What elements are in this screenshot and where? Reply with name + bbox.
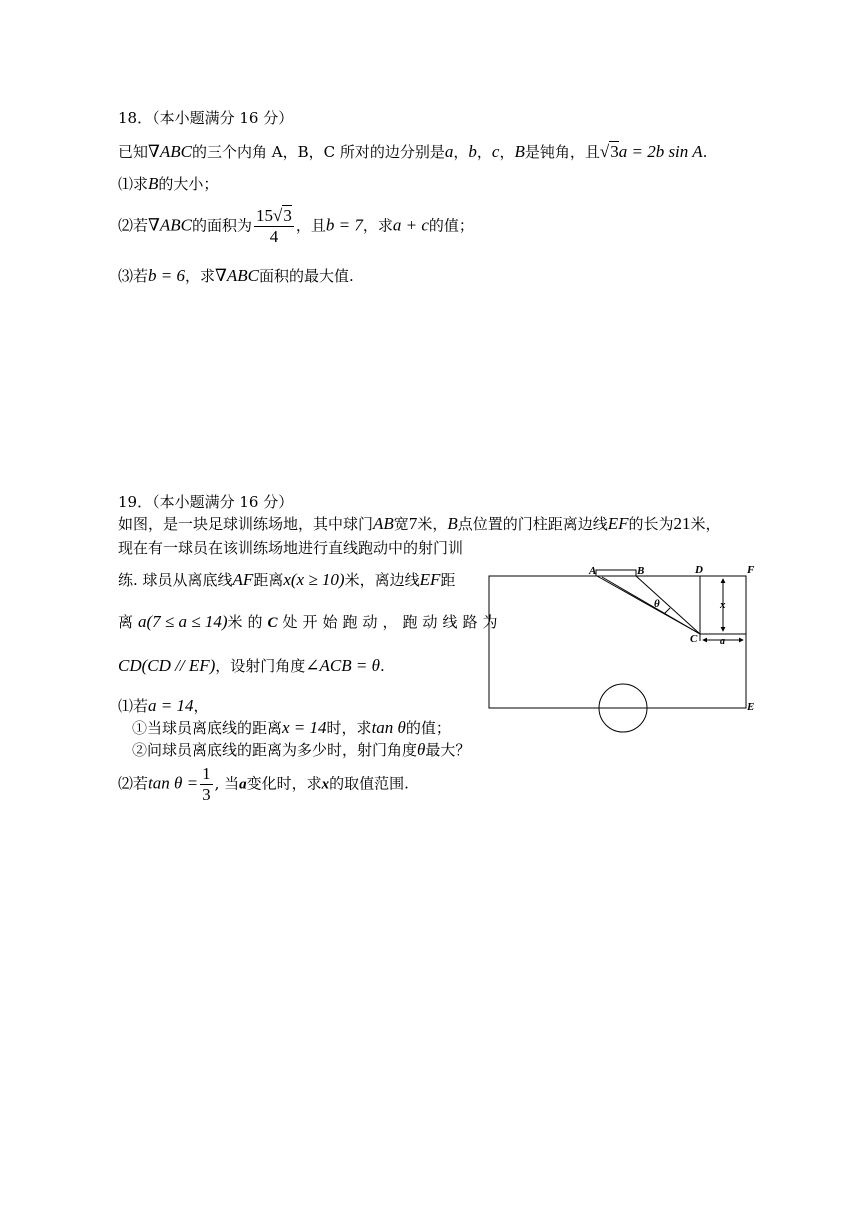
label-e: E (747, 701, 755, 713)
label-theta: θ (654, 598, 660, 610)
soccer-field-figure (484, 562, 764, 738)
triangle-abc: ∇ABC (148, 215, 192, 235)
angle-arc (664, 608, 670, 614)
field-boundary (489, 576, 746, 708)
line-c-a-2 (602, 577, 700, 634)
label-d: D (695, 564, 703, 576)
q18-part1: ⑴求B的大小； (118, 174, 219, 193)
label-f: F (747, 564, 755, 576)
tan-fraction: $\frac{1}{3}$ (202, 764, 211, 804)
q19-line2: 现在有一球员在该训练场地进行直线跑动中的射门训 (118, 539, 464, 557)
sqrt-symbol: √ (599, 142, 610, 161)
q19-part2: ⑵若tan θ = $\frac{1}{3}$ , 当a变化时，求x的取值范围. (118, 764, 409, 804)
q19-part1-sub2: ②问球员离底线的距离为多少时，射门角度θ最大？ (132, 740, 471, 759)
q18-part3: ⑶若b = 6，求∇ABC面积的最大值. (118, 266, 354, 285)
q19-line5: CD(CD // EF)，设射门角度∠ACB = θ. (118, 656, 385, 675)
q19-line3: 练. 球员从离底线AF距离x(x ≥ 10)米，离边线EF距 (118, 570, 456, 589)
q19-line4: 离a(7 ≤ a ≤ 14)米的C处开始跑动，跑动线路为 (118, 612, 503, 631)
q18-intro: 已知∇ABC的三个内角 A，B，C 所对的边分别是a，b，c，B是钝角，且√3a = 2b sin A. (118, 142, 708, 161)
goal-ab (596, 570, 636, 576)
area-fraction: $\frac{15√3}{4}$ (256, 206, 292, 246)
triangle-abc: ∇ABC (148, 142, 192, 161)
q18-header: 18．（本小题满分 16 分） (118, 109, 294, 127)
label-c: C (690, 633, 698, 645)
q19-line1: 如图，是一块足球训练场地，其中球门AB宽7米，B点位置的门柱距离边线EF的长为21米， (118, 514, 721, 533)
label-b: B (637, 565, 645, 577)
q19-part1-sub1: ①当球员离底线的距离x = 14时，求tan θ的值； (132, 718, 451, 737)
line-c-b (636, 576, 700, 634)
q19-header: 19．（本小题满分 16 分） (118, 493, 294, 511)
label-a: A (589, 565, 597, 577)
q18-part2: ⑵若∇ABC的面积为 $\frac{15√3}{4}$ ，且b = 7，求a + c的值； (118, 206, 474, 246)
label-a-dim: a (720, 636, 725, 647)
q19-part1: ⑴若a = 14， (118, 696, 209, 715)
triangle-abc: ∇ABC (215, 266, 259, 285)
label-x: x (720, 599, 726, 611)
